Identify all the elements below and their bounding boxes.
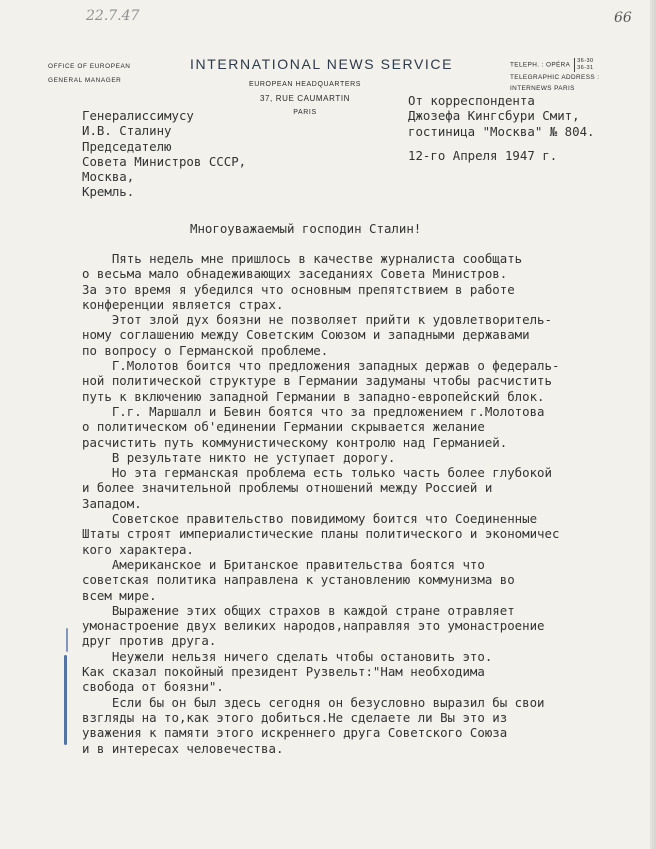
body-line: За это время я убедился что основным препятствием в работе <box>82 281 515 297</box>
hq-line-1: EUROPEAN HEADQUARTERS <box>248 81 362 88</box>
body-line: Американское и Британское правительства боятся что <box>82 556 485 572</box>
body-line: Но эта германская проблема есть только часть более глубокой <box>82 465 552 481</box>
sender-line: Джозефа Кингсбури Смит, <box>408 108 580 124</box>
letterhead-office <box>48 60 131 88</box>
telegraphic-address: INTERNEWS PARIS <box>510 85 575 92</box>
ink-margin-mark <box>64 655 67 745</box>
office-line-2: GENERAL MANAGER <box>48 77 122 84</box>
recipient-line: Генералиссимусу <box>82 108 194 123</box>
body-line: умонастроение двух великих народов,направляя это умонастроение <box>82 618 545 634</box>
recipient-line: Председателю <box>82 138 172 154</box>
body-line: расчистить путь коммунистическому контролю над Германией. <box>82 434 508 450</box>
body-line: Неужели нельзя ничего сделать чтобы остановить это. <box>82 648 493 664</box>
letterhead-organization: INTERNATIONAL NEWS SERVICE <box>190 56 454 72</box>
body-line: Г.Молотов боится что предложения западных держав о федераль- <box>82 358 560 374</box>
body-line: Западом. <box>82 495 142 511</box>
recipient-line: Совета Министров СССР, <box>82 153 247 169</box>
body-line: свобода от боязни". <box>82 679 224 695</box>
body-line: и более значительной проблемы отношений между Россией и <box>82 480 493 496</box>
body-line: Если бы он был здесь сегодня он безусловно выразил бы свои <box>82 694 545 710</box>
recipient-block <box>82 108 246 200</box>
recipient-line: И.В. Сталину <box>82 123 172 139</box>
body-line: о политическом об'единении Германии скрывается желание <box>82 419 485 435</box>
sender-line: От корреспондента <box>408 93 535 108</box>
sender-line: гостиница "Москва" № 804. <box>408 123 595 139</box>
body-line: друг против друга. <box>82 633 217 649</box>
body-line: взгляды на то,как этого добиться.Не сделаете ли Вы это из <box>82 709 508 725</box>
body-line: кого характера. <box>82 541 194 557</box>
body-line: всем мире. <box>82 587 157 603</box>
page-edge <box>650 0 656 849</box>
body-line: Как сказал покойный президент Рузвельт:"Нам необходима <box>82 664 485 680</box>
letter-body <box>82 251 559 756</box>
body-line: Г.г. Маршалл и Бевин боятся что за предложением г.Молотова <box>82 403 545 419</box>
telephone-numbers <box>574 58 593 72</box>
body-line: советская политика направлена к установлению коммунизма во <box>82 572 515 588</box>
ink-margin-mark <box>66 628 68 652</box>
telephone-number-1: 36-30 <box>577 58 594 64</box>
sender-block <box>408 93 595 139</box>
body-line: Штаты строят империалистические планы политического и экономичес <box>82 526 560 542</box>
telephone-number-2: 36-31 <box>577 65 594 71</box>
hq-line-3: PARIS <box>293 109 317 116</box>
telegraphic-label: TELEGRAPHIC ADDRESS : <box>510 74 600 81</box>
body-line: по вопросу о Германской проблеме. <box>82 342 329 358</box>
salutation: Многоуважаемый господин Сталин! <box>190 221 422 236</box>
page-number: 66 <box>614 10 632 26</box>
body-line: путь к включению западной Германии в западно-европейский блок. <box>82 388 545 404</box>
letter-date: 12-го Апреля 1947 г. <box>408 148 558 163</box>
body-line: уважения к памяти этого искреннего друга Советского Союза <box>82 725 508 741</box>
telephone-label: TELEPH. : OPÉRA <box>510 61 570 69</box>
recipient-line: Москва, <box>82 169 135 185</box>
body-line: ному соглашению между Советским Союзом и западными державами <box>82 327 530 343</box>
hq-line-2: 37, RUE CAUMARTIN <box>259 94 351 103</box>
body-line: о весьма мало обнадеживающих заседаниях Совета Министров. <box>82 266 508 282</box>
body-line: конференции является страх. <box>82 296 284 312</box>
body-line: и в интересах человечества. <box>82 740 284 756</box>
body-line: ной политической структуре в Германии задуманы чтобы расчистить <box>82 373 552 389</box>
body-line: Выражение этих общих страхов в каждой стране отравляет <box>82 602 515 618</box>
body-line: В результате никто не уступает дорогу. <box>82 449 396 465</box>
letterhead-address <box>230 78 380 120</box>
recipient-line: Кремль. <box>82 184 135 200</box>
archive-date-handwritten: 22.7.47 <box>86 8 140 24</box>
body-line: Пять недель мне пришлось в качестве журналиста сообщать <box>82 251 523 266</box>
office-line-1: OFFICE OF EUROPEAN <box>48 63 131 70</box>
letterhead-contacts <box>510 58 599 94</box>
body-line: Этот злой дух боязни не позволяет прийти к удовлетворитель- <box>82 312 552 328</box>
body-line: Советское правительство повидимому боится что Соединенные <box>82 511 538 527</box>
